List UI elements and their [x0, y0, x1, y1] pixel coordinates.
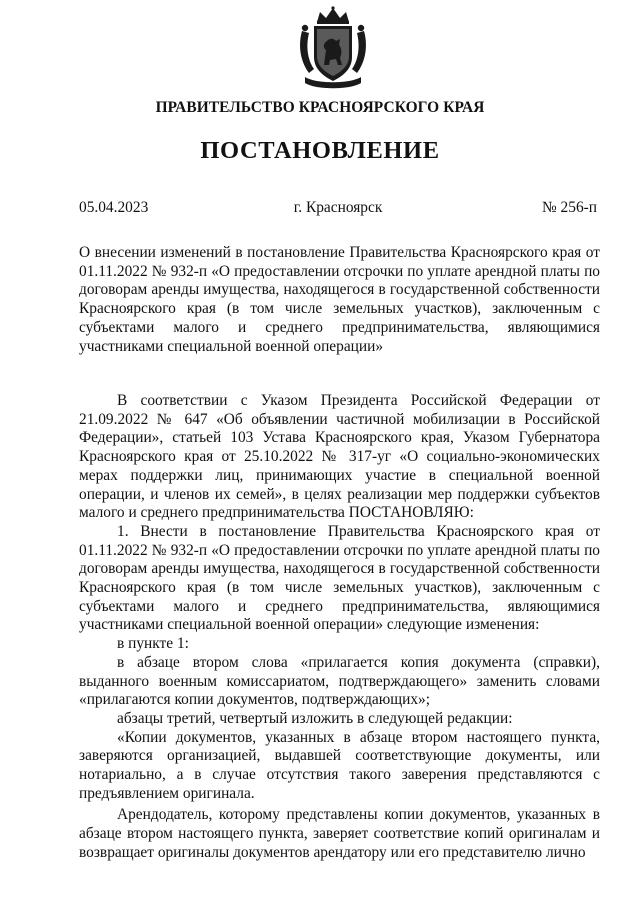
body-paragraph: 1. Внести в постановление Правительства Красноярского края от 01.11.2022 № 932-п «О предоставлении отсрочки по уплате арендной платы по договорам аренды имущества, находящегося в государственной собственности Красноярского края (в том числе земельных участков), заключенным с субъектами малого и среднего предпринимательства, являющимися участниками специальной военной операции» следующие изменения:	[79, 522, 600, 634]
body-paragraph: «Копии документов, указанных в абзаце втором настоящего пункта, заверяются организацией, выдавшей соответствующие документы, или нотариально, а в случае отсутствия такого заверения представляются с предъявлением оригинала.	[79, 728, 600, 802]
document-city: г. Красноярск	[293, 199, 383, 216]
document-type: ПОСТАНОВЛЕНИЕ	[200, 137, 440, 164]
document-date: 05.04.2023	[79, 199, 149, 216]
body-paragraph: абзацы третий, четвертый изложить в следующей редакции:	[117, 709, 513, 727]
body-paragraph: В соответствии с Указом Президента Российской Федерации от 21.09.2022 № 647 «Об объявлении частичной мобилизации в Российской Федерации», статьей 103 Устава Красноярского края, Указом Губернатора Красноярского края от 25.10.2022 № 317-уг «О социально-экономических мерах поддержки лиц, принимающих участие в специальной военной операции, и членов их семей», в целях реализации мер поддержки субъектов малого и среднего предпринимательства ПОСТАНОВЛЯЮ:	[79, 392, 600, 522]
document-number: № 256-п	[542, 199, 597, 216]
government-title: ПРАВИТЕЛЬСТВО КРАСНОЯРСКОГО КРАЯ	[155, 99, 485, 116]
body-paragraph: в пункте 1:	[117, 635, 189, 653]
document-meta	[79, 199, 597, 219]
body-paragraph: Арендодатель, которому представлены копии документов, указанных в абзаце втором настоящего пункта, заверяет соответствие копий оригиналам и возвращает оригиналы документов арендатору или его представителю лично	[79, 806, 600, 861]
document-body	[79, 392, 600, 863]
document-subject: О внесении изменений в постановление Правительства Красноярского края от 01.11.2022 № 932-п «О предоставлении отсрочки по уплате арендной платы по договорам аренды имущества, находящегося в государственной собственности Красноярского края (в том числе земельных участков), заключенным с субъектами малого и среднего предпринимательства, являющимися участниками специальной военной операции»	[79, 244, 600, 355]
body-paragraph: в абзаце втором слова «прилагается копия документа (справки), выданного военным комиссариатом, подтверждающего» заменить словами «прилагаются копии документов, подтверждающих»;	[79, 653, 600, 709]
coat-of-arms-icon	[296, 5, 370, 91]
